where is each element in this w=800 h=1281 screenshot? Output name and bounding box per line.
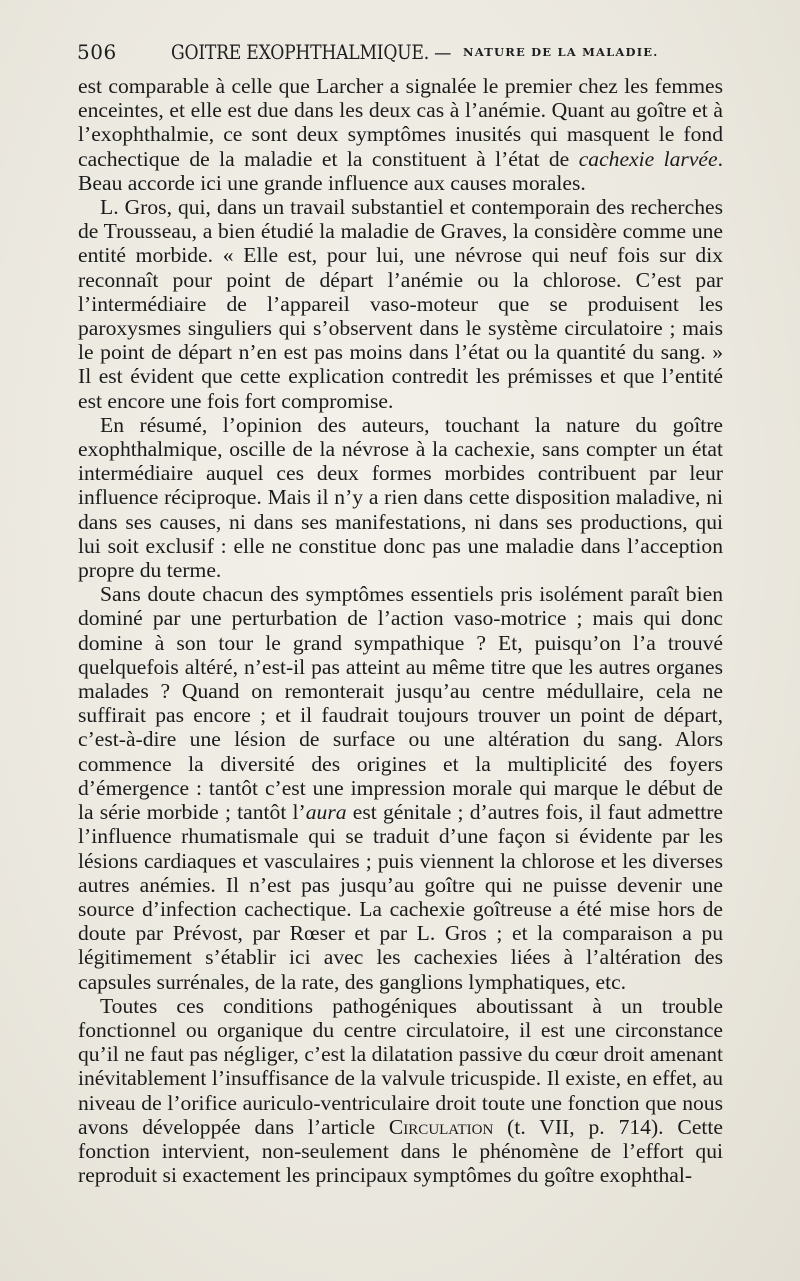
text-segment: (t. VII, p. 714). Cette fonction intervient, non-seulement dans le phénomène de l’effort qui reproduit si exactement les principaux symptômes du goître exophthal- bbox=[78, 1114, 723, 1188]
running-title bbox=[171, 40, 451, 64]
text-segment: est génitale ; d’autres fois, il faut admettre l’influence rhumatismale qui se traduit d’une façon si évidente par les lésions cardiaques et vasculaires ; puis viennent la chlorose et les diverses autres anémies. Il n’est pas jusqu’au goître qui ne puisse devenir une source d’infection cachectique. La cachexie goîtreuse a été mise hors de doute par Prévost, par Rœser et par L. Gros ; et la comparaison a pu légitimement s’établir ici avec les cachexies liées à l’altération des capsules surrénales, de la rate, des ganglions lymphatiques, etc. bbox=[78, 800, 723, 994]
text-segment: En résumé, l’opinion des auteurs, touchant la nature du goître exophthalmique, oscille de la névrose à la cachexie, sans compter un état intermédiaire auquel ces deux formes morbides contribuent par leur influence réciproque. Mais il n’y a rien dans cette disposition maladive, ni dans ses causes, ni dans ses manifestations, ni dans ses productions, qui lui soit exclusif : elle ne constitue donc pas une maladie dans l’acception propre du terme. bbox=[78, 412, 723, 583]
text-segment: L. Gros, qui, dans un travail substantiel et contemporain des recherches de Trousseau, a bien étudié la maladie de Graves, la considère comme une entité morbide. « Elle est, pour lui, une névrose qui neuf fois sur dix reconnaît pour point de départ l’anémie ou la chlorose. C’est par l’intermédiaire de l’appareil vaso-moteur que se produisent les paroxysmes singuliers qui s’observent dans le système circulatoire ; mais le point de départ n’en est pas moins dans l’état ou la quantité du sang. » Il est évident que cette explication contredit les prémisses et que l’entité est encore une fois fort compromise. bbox=[78, 195, 723, 413]
paragraph-3 bbox=[78, 413, 723, 582]
paragraph-5 bbox=[78, 994, 723, 1188]
smallcaps-reference: Circulation bbox=[388, 1114, 494, 1139]
text-segment: Sans doute chacun des symptômes essentiels pris isolément paraît bien dominé par une perturbation de l’action vaso-motrice ; mais qui donc domine à son tour le grand sympathique ? Et, puisqu’on l’a trouvé quelquefois altéré, n’est-il pas atteint au même titre que les autres organes malades ? Quand on remonterait jusqu’au centre médullaire, cela ne suffirait pas encore ; et il faudrait toujours trouver un point de départ, c’est-à-dire une lésion de surface ou une altération du sang. Alors commence la diversité des origines et la multiplicité des foyers d’émergence : tantôt c’est une impression morale qui marque le début de la série morbide ; tantôt l’ bbox=[78, 582, 723, 825]
text-segment: . Beau accorde ici une grande influence aux causes morales. bbox=[78, 146, 723, 195]
paragraph-1 bbox=[78, 74, 723, 195]
running-title-text: GOITRE EXOPHTHALMIQUE. bbox=[171, 40, 429, 64]
text-segment: Toutes ces conditions pathogéniques aboutissant à un trouble fonctionnel ou organique du centre circulatoire, il est une circonstance qu’il ne faut pas négliger, c’est la dilatation passive du cœur droit amenant inévitablement l’insuffisance de la valvule tricuspide. Il existe, en effet, au niveau de l’orifice auriculo-ventriculaire droit toute une fonction que nous avons développée dans l’article bbox=[78, 993, 723, 1139]
italic-term: aura bbox=[305, 800, 347, 825]
paragraph-4 bbox=[78, 582, 723, 993]
page-number: 506 bbox=[77, 40, 117, 64]
running-header bbox=[77, 40, 727, 70]
header-dash: — bbox=[434, 40, 452, 64]
running-subtitle: NATURE DE LA MALADIE. bbox=[463, 45, 659, 59]
body-text bbox=[78, 74, 723, 1187]
italic-term: cachexie larvée bbox=[578, 146, 718, 171]
paragraph-2 bbox=[78, 195, 723, 413]
text-segment: est comparable à celle que Larcher a signalée le premier chez les femmes enceintes, et elle est due dans les deux cas à l’anémie. Quant au goître et à l’exophthalmie, ce sont deux symptômes inusités qui masquent le fond cachectique de la maladie et la constituent à l’état de bbox=[78, 74, 723, 171]
